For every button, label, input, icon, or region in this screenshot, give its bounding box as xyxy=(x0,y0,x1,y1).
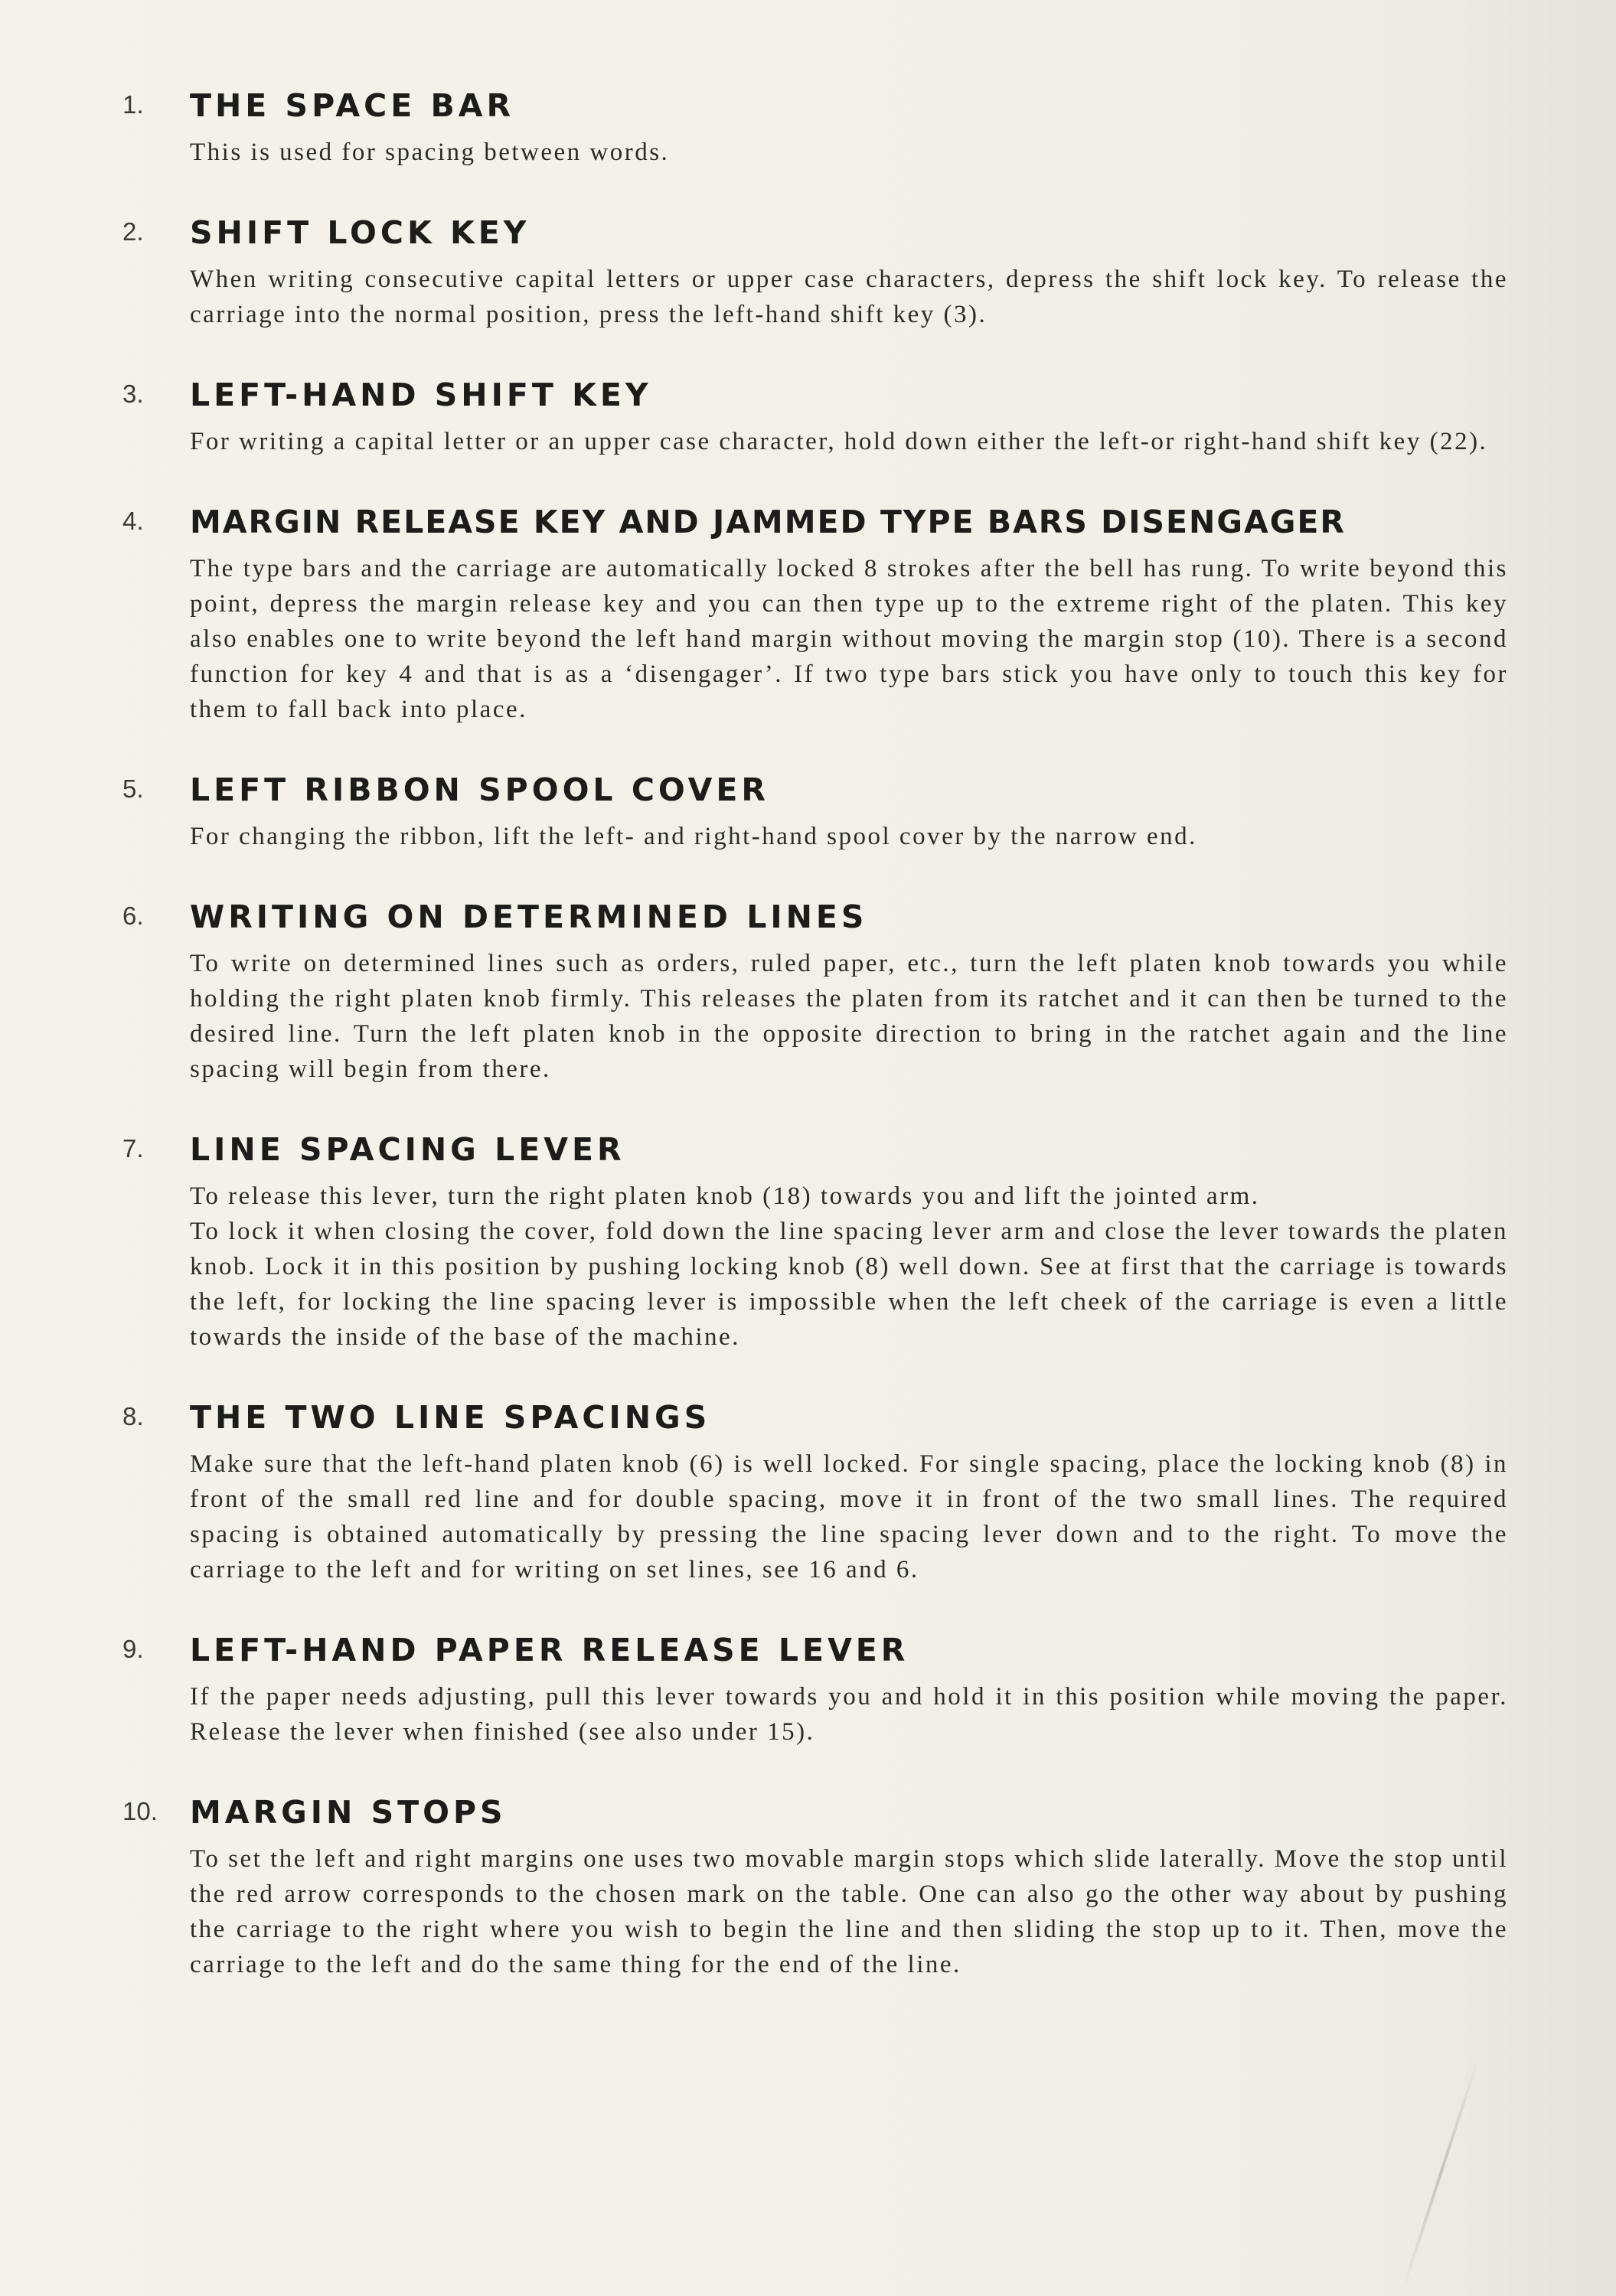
section-margin-stops xyxy=(122,1789,1531,1982)
section-number: 10. xyxy=(122,1797,158,1825)
section-shift-lock-key xyxy=(122,210,1531,332)
section-space-bar xyxy=(122,83,1531,170)
section-number: 6. xyxy=(122,902,144,930)
section-heading xyxy=(122,83,1531,129)
section-title: LEFT-HAND PAPER RELEASE LEVER xyxy=(190,1632,909,1668)
section-left-ribbon-spool-cover xyxy=(122,767,1531,854)
section-heading xyxy=(122,767,1531,813)
section-number: 9. xyxy=(122,1635,144,1663)
section-text: This is used for spacing between words. xyxy=(190,139,670,166)
section-title: LEFT-HAND SHIFT KEY xyxy=(190,377,652,413)
section-heading xyxy=(122,372,1531,418)
section-title: MARGIN RELEASE KEY AND JAMMED TYPE BARS DISENGAGER xyxy=(190,504,1346,540)
section-text: To release this lever, turn the right platen knob (18) towards you and lift the jointed arm. xyxy=(190,1182,1260,1210)
section-number: 2. xyxy=(122,217,144,246)
section-number: 8. xyxy=(122,1402,144,1430)
section-heading xyxy=(122,1789,1531,1835)
section-text: When writing consecutive capital letters or upper case characters, depress the shift lock key. To release the carriage into the normal position, press the left-hand shift key (3). xyxy=(190,266,1508,328)
section-paper-release-lever xyxy=(122,1627,1531,1750)
section-number: 4. xyxy=(122,507,144,535)
section-text: For changing the ribbon, lift the left- and right-hand spool cover by the narrow end. xyxy=(190,823,1197,850)
section-text: To write on determined lines such as orders, ruled paper, etc., turn the left platen knob towards you while holding the right platen knob firmly. This releases the platen from its ratchet and it can then be turned to the desired line. Turn the left platen knob in the opposite direction to bring in the ratchet again and the line spacing will begin from there. xyxy=(190,950,1508,1083)
section-number: 7. xyxy=(122,1134,144,1163)
section-heading xyxy=(122,1394,1531,1440)
section-text: The type bars and the carriage are automatically locked 8 strokes after the bell has rung. To write beyond this point, depress the margin release key and you can then type up to the extreme right of the platen. This key also enables one to write beyond the left hand margin without moving the margin stop (10). There is a second function for key 4 and that is as a ‘disengager’. If two type bars stick you have only to touch this key for them to fall back into place. xyxy=(190,555,1508,723)
section-two-line-spacings xyxy=(122,1394,1531,1587)
scan-artifact-line xyxy=(1402,2056,1481,2291)
section-text: If the paper needs adjusting, pull this lever towards you and hold it in this position while moving the paper. Release the lever when finished (see also under 15). xyxy=(190,1683,1508,1746)
section-number: 3. xyxy=(122,380,144,408)
section-title: THE TWO LINE SPACINGS xyxy=(190,1399,711,1436)
section-left-hand-shift-key xyxy=(122,372,1531,459)
section-heading xyxy=(122,1627,1531,1673)
section-title: THE SPACE BAR xyxy=(190,87,515,124)
instruction-list xyxy=(122,83,1531,2022)
section-text: Make sure that the left-hand platen knob (6) is well locked. For single spacing, place the locking knob (8) in front of the small red line and for double spacing, move it in front of the two small lines. The required spacing is obtained automatically by pressing the line spacing lever down and to the right. To move the carriage to the left and for writing on set lines, see 16 and 6. xyxy=(190,1450,1508,1583)
section-title: MARGIN STOPS xyxy=(190,1794,507,1831)
section-title: LEFT RIBBON SPOOL COVER xyxy=(190,771,769,808)
section-heading xyxy=(122,894,1531,940)
section-title: LINE SPACING LEVER xyxy=(190,1131,625,1168)
section-title: SHIFT LOCK KEY xyxy=(190,214,531,251)
section-title: WRITING ON DETERMINED LINES xyxy=(190,899,868,935)
section-margin-release-key xyxy=(122,499,1531,727)
section-line-spacing-lever xyxy=(122,1127,1531,1355)
section-heading xyxy=(122,210,1531,256)
section-text: To lock it when closing the cover, fold down the line spacing lever arm and close the lever towards the platen knob. Lock it in this position by pushing locking knob (8) well down. See at first that the carriage is towards the left, for locking the line spacing lever is impossible when the left cheek of the carriage is even a little towards the inside of the base of the machine. xyxy=(190,1218,1508,1351)
section-writing-on-determined-lines xyxy=(122,894,1531,1087)
section-number: 1. xyxy=(122,90,144,119)
section-heading xyxy=(122,1127,1531,1172)
section-text: For writing a capital letter or an upper case character, hold down either the left-or right-hand shift key (22). xyxy=(190,428,1488,455)
section-heading xyxy=(122,499,1531,545)
section-text: To set the left and right margins one uses two movable margin stops which slide laterally. Move the stop until the red arrow corresponds to the chosen mark on the table. One can also go the other way about by pushing the carriage to the right where you wish to begin the line and then sliding the stop up to it. Then, move the carriage to the left and do the same thing for the end of the line. xyxy=(190,1845,1508,1978)
section-number: 5. xyxy=(122,775,144,803)
